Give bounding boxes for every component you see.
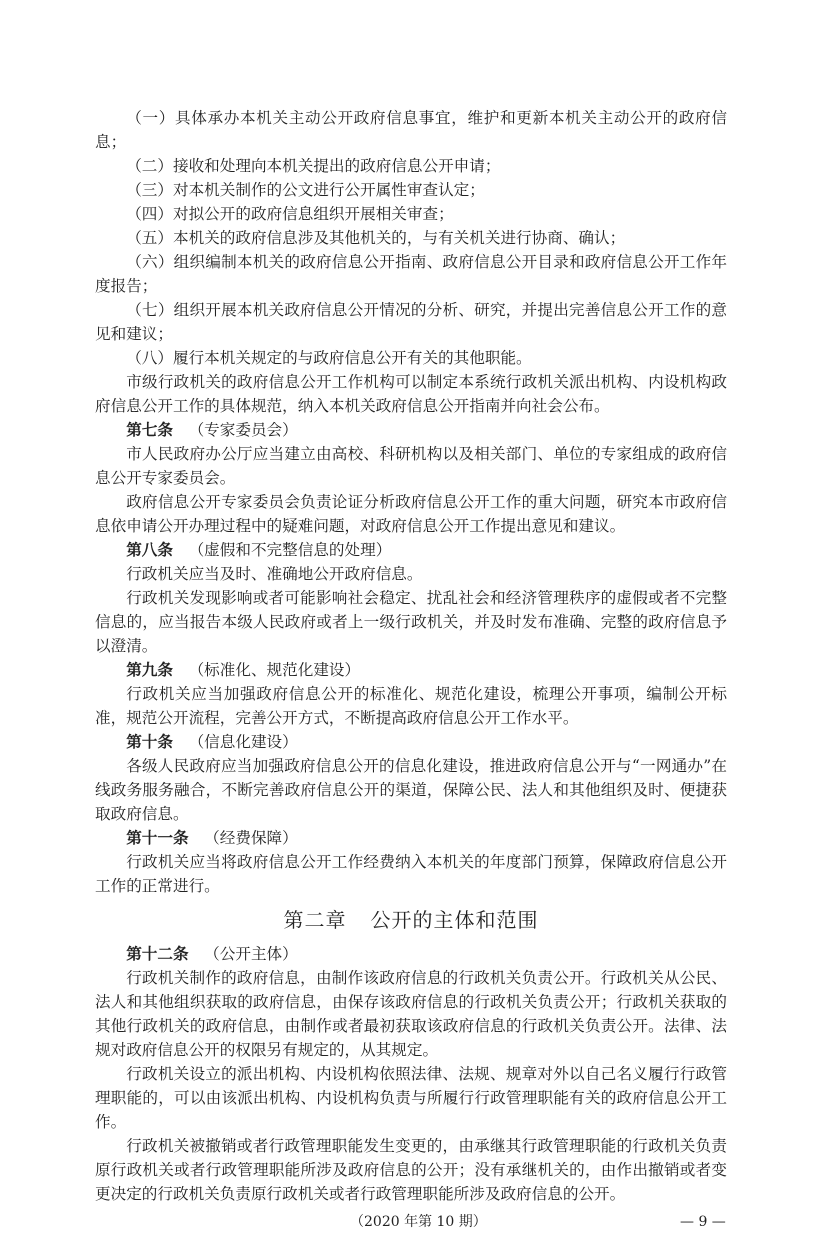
paragraph: 行政机关制作的政府信息，由制作该政府信息的行政机关负责公开。行政机关从公民、法人和其他组织获取的政府信息，由保存该政府信息的行政机关负责公开；行政机关获取的其他行政机关的政府信息，由制作或者最初获取该政府信息的行政机关负责公开。法律、法规对政府信息公开的权限另有规定的，从其规定。 <box>95 969 727 1059</box>
list-item: （六）组织编制本机关的政府信息公开指南、政府信息公开目录和政府信息公开工作年度报告； <box>95 253 727 295</box>
article-heading <box>95 418 727 442</box>
paragraph: 行政机关应当加强政府信息公开的标准化、规范化建设，梳理公开事项，编制公开标准，规范公开流程，完善公开方式，不断提高政府信息公开工作水平。 <box>95 685 727 727</box>
article-title: （经费保障） <box>204 829 298 847</box>
article-heading <box>95 942 727 966</box>
page-number: — 9 — <box>680 1214 726 1230</box>
paragraph: 行政机关发现影响或者可能影响社会稳定、扰乱社会和经济管理秩序的虚假或者不完整信息的，应当报告本级人民政府或者上一级行政机关，并及时发布准确、完整的政府信息予以澄清。 <box>95 589 727 655</box>
article-title: （信息化建设） <box>188 733 298 751</box>
list-item: （七）组织开展本机关政府信息公开情况的分析、研究，并提出完善信息公开工作的意见和建议； <box>95 301 727 343</box>
list-item: （四）对拟公开的政府信息组织开展相关审查； <box>126 205 454 223</box>
list-item: （五）本机关的政府信息涉及其他机关的，与有关机关进行协商、确认； <box>126 229 626 247</box>
article-heading <box>95 826 727 850</box>
article-title: （虚假和不完整信息的处理） <box>188 541 392 559</box>
article-title: （标准化、规范化建设） <box>188 661 361 679</box>
list-item: （三）对本机关制作的公文进行公开属性审查认定； <box>126 181 485 199</box>
issue-label: （2020 年第 10 期） <box>350 1214 487 1230</box>
article-number: 第十一条 <box>126 829 189 847</box>
paragraph: 行政机关设立的派出机构、内设机构依照法律、法规、规章对外以自己名义履行行政管理职能的，可以由该派出机构、内设机构负责与所履行行政管理职能有关的政府信息公开工作。 <box>95 1065 727 1131</box>
article-heading <box>95 538 727 562</box>
paragraph: 行政机关被撤销或者行政管理职能发生变更的，由承继其行政管理职能的行政机关负责原行政机关或者行政管理职能所涉及政府信息的公开；没有承继机关的，由作出撤销或者变更决定的行政机关负责原行政机关或者行政管理职能所涉及政府信息的公开。 <box>95 1137 727 1203</box>
article-number: 第十条 <box>126 733 173 751</box>
page-footer <box>0 1210 827 1234</box>
paragraph: 行政机关应当将政府信息公开工作经费纳入本机关的年度部门预算，保障政府信息公开工作的正常进行。 <box>95 853 727 895</box>
article-number: 第七条 <box>126 421 173 439</box>
paragraph: 行政机关应当及时、准确地公开政府信息。 <box>126 565 423 583</box>
article-number: 第八条 <box>126 541 173 559</box>
paragraph: 各级人民政府应当加强政府信息公开的信息化建设，推进政府信息公开与“一网通办”在线政务服务融合，不断完善政府信息公开的渠道，保障公民、法人和其他组织及时、便捷获取政府信息。 <box>95 757 727 823</box>
article-number: 第十二条 <box>126 945 189 963</box>
article-heading <box>95 730 727 754</box>
paragraph: 市级行政机关的政府信息公开工作机构可以制定本系统行政机关派出机构、内设机构政府信息公开工作的具体规范，纳入本机关政府信息公开指南并向社会公布。 <box>95 373 727 415</box>
document-body <box>95 0 727 1206</box>
list-item: （八）履行本机关规定的与政府信息公开有关的其他职能。 <box>126 349 532 367</box>
paragraph: 政府信息公开专家委员会负责论证分析政府信息公开工作的重大问题，研究本市政府信息依申请公开办理过程中的疑难问题，对政府信息公开工作提出意见和建议。 <box>95 493 727 535</box>
article-title: （公开主体） <box>204 945 298 963</box>
chapter-heading <box>95 906 727 934</box>
article-heading <box>95 658 727 682</box>
chapter-title: 公开的主体和范围 <box>370 908 539 932</box>
article-title: （专家委员会） <box>188 421 298 439</box>
list-item: （一）具体承办本机关主动公开政府信息事宜，维护和更新本机关主动公开的政府信息； <box>95 109 727 151</box>
list-item: （二）接收和处理向本机关提出的政府信息公开申请； <box>126 157 501 175</box>
article-number: 第九条 <box>126 661 173 679</box>
paragraph: 市人民政府办公厅应当建立由高校、科研机构以及相关部门、单位的专家组成的政府信息公开专家委员会。 <box>95 445 727 487</box>
chapter-number: 第二章 <box>283 908 347 932</box>
